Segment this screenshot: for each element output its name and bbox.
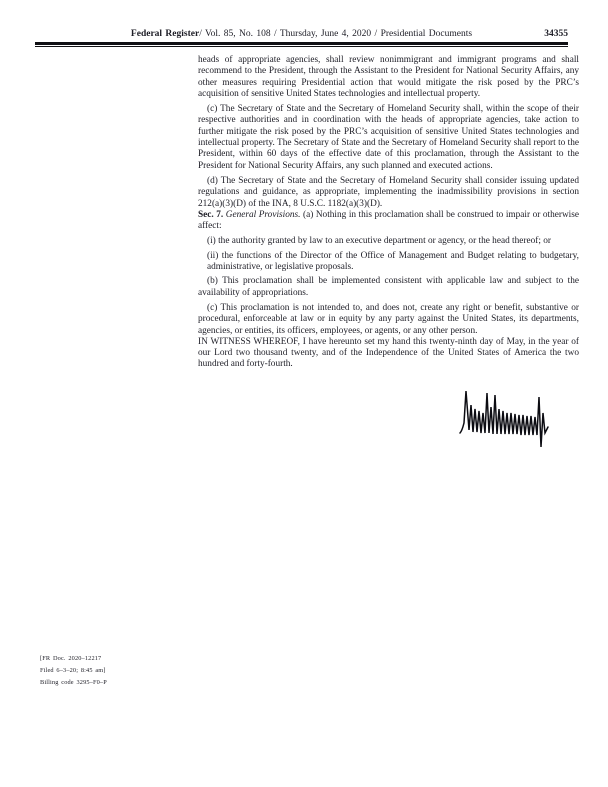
sec7-title: General Provisions. [223,209,303,220]
billing-code-line: Billing code 3295–F0–P [40,679,107,687]
document-body [198,55,579,453]
paragraph-d-regulations: (d) The Secretary of State and the Secretary of Homeland Security shall consider issuing updated regulations and guidance, as appropriate, implementing the inadmissibility provisions in section 212(a)(3)(D) of the INA, 8 U.S.C. 1182(a)(3)(D). [198,175,579,209]
paragraph-c-secretaries-action: (c) The Secretary of State and the Secretary of Homeland Security shall, within the scope of their respective authorities and in coordination with the heads of appropriate agencies, take action to further mitigate the risk posed by the PRC’s acquisition of sensitive United States technologies and intellectual property. The Secretary of State and the Secretary of Homeland Security shall report to the President, within 60 days of the effective date of this proclamation, through the Assistant to the President for National Security Affairs, any such planned and executed actions. [198,104,579,171]
paragraph-romanette-i: (i) the authority granted by law to an executive department or agency, or the head thereof; or [207,236,552,247]
signature-block [198,383,579,453]
fr-doc-line: [FR Doc. 2020–12217 [40,655,102,662]
sec7-text: (a) Nothing in this proclamation shall be construed to impair or otherwise affect: [198,209,580,232]
paragraph-b-implementation: (b) This proclamation shall be implemented consistent with applicable law and subject to the availability of appropriations. [198,276,579,298]
presidential-signature-icon [458,383,561,449]
paragraph-in-witness-whereof: IN WITNESS WHEREOF, I have hereunto set my hand this twenty-ninth day of May, in the year of our Lord two thousand twenty, and of the Independence of the United States of America the two hundred and forty-fourth. [198,336,579,370]
issue-info: / Vol. 85, No. 108 / Thursday, June 4, 2020 / Presidential Documents [199,29,473,39]
filed-line: Filed 6–3–20; 8:45 am] [40,667,106,675]
sec7-label: Sec. 7. [198,209,224,220]
header-line [35,28,568,40]
paragraph-c-no-rights: (c) This proclamation is not intended to, and does not, create any right or benefit, substantive or procedural, enforceable at law or in equity by any party against the United States, its departments, agencies, or entities, its officers, employees, or agents, or any other person. [198,302,579,336]
paragraph-intro-continuation: heads of appropriate agencies, shall review nonimmigrant and immigrant programs and shall recommend to the President, through the Assistant to the President for National Security Affairs, any other measures requiring Presidential action that would mitigate the risk posed by the PRC’s acquisition of sensitive United States technologies and intellectual property. [198,55,579,99]
paragraph-sec7-general-provisions [198,210,579,233]
paragraph-romanette-ii: (ii) the functions of the Director of the Office of Management and Budget relating to budgetary, administrative, or legislative proposals. [207,250,579,273]
page-number: 34355 [544,29,568,39]
journal-name: Federal Register [130,29,200,39]
header-rule-thin [35,46,568,47]
header-rule-thick [35,42,568,45]
page-header [35,28,568,47]
page-footer [40,653,107,690]
